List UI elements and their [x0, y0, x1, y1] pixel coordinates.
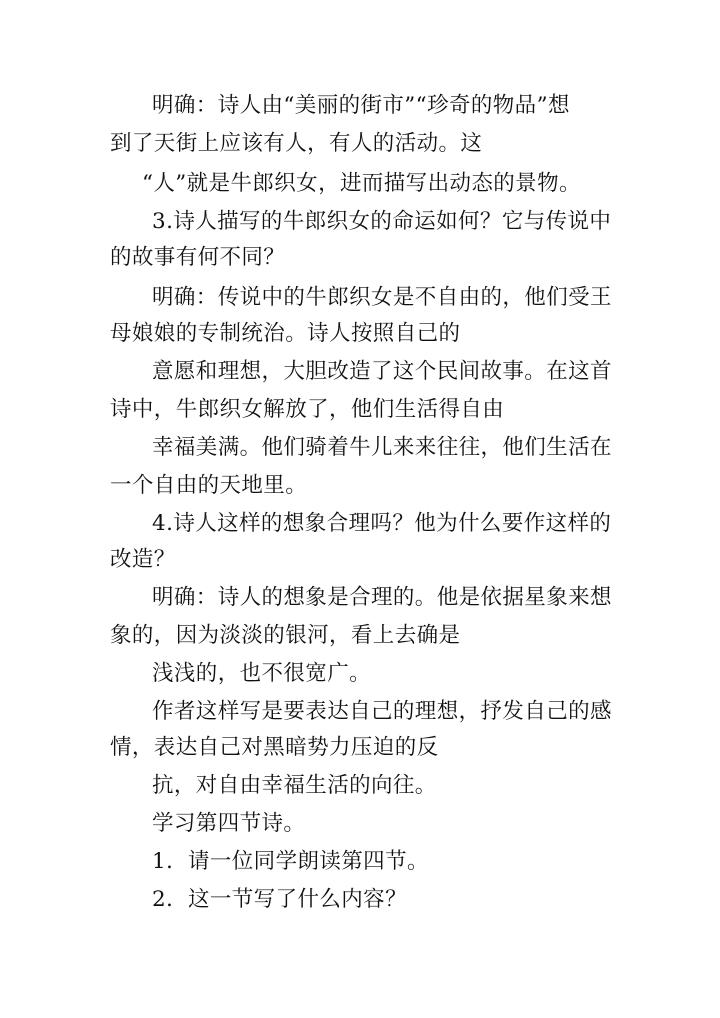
paragraph-line: 学习第四节诗。: [152, 811, 306, 836]
paragraph-line: 2．这一节写了什么内容？: [152, 887, 407, 912]
paragraph-line: 到了天街上应该有人，有人的活动。这: [110, 131, 483, 156]
paragraph-line: 浅浅的，也不很宽广。: [152, 661, 372, 686]
paragraph-line: 意愿和理想，大胆改造了这个民间故事。在这首: [152, 359, 612, 384]
paragraph-line: 1．请一位同学朗读第四节。: [152, 849, 429, 874]
paragraph-line: 明确：传说中的牛郎织女是不自由的，他们受王: [152, 285, 612, 310]
paragraph-line: 明确：诗人由“美丽的街市”“珍奇的物品”想: [152, 93, 570, 118]
paragraph-line: 情，表达自己对黑暗势力压迫的反: [110, 735, 439, 760]
paragraph-line: 的故事有何不同？: [110, 245, 286, 270]
paragraph-line: 诗中，牛郎织女解放了，他们生活得自由: [110, 397, 505, 422]
paragraph-line: “人”就是牛郎织女，进而描写出动态的景物。: [142, 171, 581, 196]
paragraph-line: 象的，因为淡淡的银河，看上去确是: [110, 623, 461, 648]
paragraph-line: 3.诗人描写的牛郎织女的命运如何？它与传说中: [152, 209, 612, 234]
paragraph-line: 抗，对自由幸福生活的向往。: [152, 773, 437, 798]
paragraph-line: 4.诗人这样的想象合理吗？他为什么要作这样的: [152, 511, 612, 536]
paragraph-line: 改造？: [110, 547, 176, 572]
paragraph-line: 明确：诗人的想象是合理的。他是依据星象来想: [152, 585, 612, 610]
paragraph-line: 幸福美满。他们骑着牛儿来来往往，他们生活在: [152, 435, 612, 460]
paragraph-line: 一个自由的天地里。: [110, 473, 308, 498]
paragraph-line: 作者这样写是要表达自己的理想，抒发自己的感: [152, 699, 612, 724]
paragraph-line: 母娘娘的专制统治。诗人按照自己的: [110, 321, 461, 346]
